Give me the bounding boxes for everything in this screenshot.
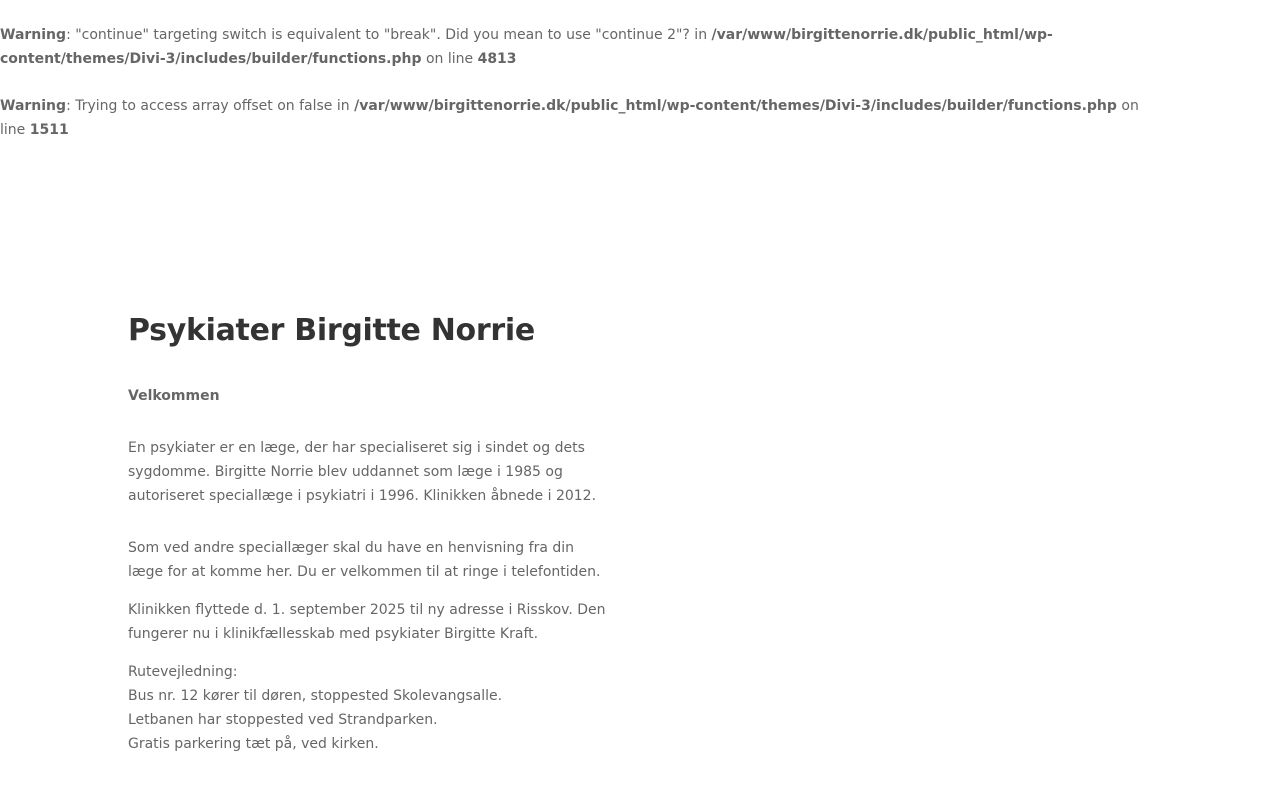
page-title: Psykiater Birgitte Norrie: [128, 313, 535, 348]
warning-path: /var/www/birgittenorrie.dk/public_html/wp-content/themes/Divi-3/includes/builder/functions.php: [354, 98, 1117, 114]
main-content: [128, 306, 608, 784]
warning-label: Warning: [0, 98, 67, 114]
warning-line-number: 1511: [29, 122, 69, 138]
warning-message: : Trying to access array offset on false in: [66, 98, 355, 114]
route-bus: Bus nr. 12 kører til døren, stoppested Skolevangsalle.: [128, 688, 503, 704]
route-directions: [128, 660, 608, 756]
php-warning: [0, 23, 1140, 71]
referral-paragraph: Som ved andre speciallæger skal du have en henvisning fra din læge for at komme her. Du er velkommen til at ringe i telefontiden.: [128, 540, 601, 580]
intro-paragraph: En psykiater er en læge, der har specialiseret sig i sindet og dets sygdomme. Birgitte Norrie blev uddannet som læge i 1985 og autoriseret speciallæge i psykiatri i 1996. Klinikken åbnede i 2012.: [128, 440, 597, 504]
warning-line-number: 4813: [477, 51, 517, 67]
warning-path: /var/www/birgittenorrie.dk/public_html/wp-content/themes/Divi-3/includes/builder/functions.php: [0, 27, 1053, 67]
route-heading: Rutevejledning:: [128, 664, 238, 680]
warning-message: : "continue" targeting switch is equivalent to "break". Did you mean to use "continue 2"? in: [66, 27, 712, 43]
warning-on-line-text: on line: [421, 51, 478, 67]
route-parking: Gratis parkering tæt på, ved kirken.: [128, 736, 379, 752]
welcome-heading: Velkommen: [128, 388, 220, 404]
route-lightrail: Letbanen har stoppested ved Strandparken.: [128, 712, 438, 728]
php-warnings: [0, 23, 1140, 165]
warning-label: Warning: [0, 27, 67, 43]
relocation-paragraph: Klinikken flyttede d. 1. september 2025 til ny adresse i Risskov. Den fungerer nu i klinikfællesskab med psykiater Birgitte Kraft.: [128, 602, 606, 642]
php-warning: [0, 94, 1140, 142]
warning-on-line-text: on line: [0, 98, 1139, 138]
